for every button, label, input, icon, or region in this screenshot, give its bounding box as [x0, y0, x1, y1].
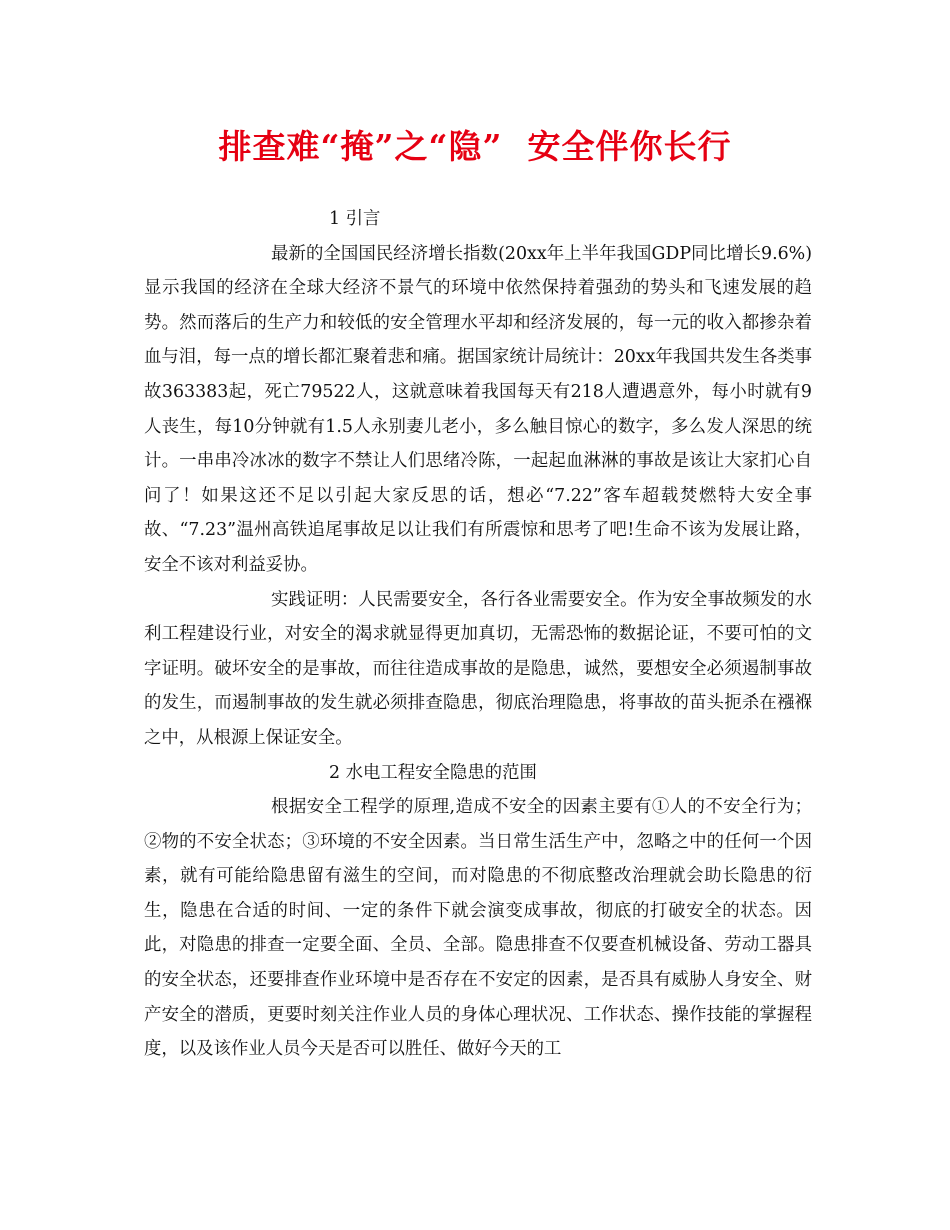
section-heading-introduction: 1 引言	[329, 209, 381, 229]
section-heading-hazard-scope: 2 水电工程安全隐患的范围	[329, 762, 537, 783]
document-body	[144, 202, 812, 1067]
paragraph: 根据安全工程学的原理,造成不安全的因素主要有①人的不安全行为；②物的不安全状态；③环境的不安全因素。当日常生活生产中，忽略之中的任何一个因素，就有可能给隐患留有滋生的空间，而对隐患的不彻底整改治理就会助长隐患的衍生，隐患在合适的时间、一定的条件下就会演变成事故，彻底的打破安全的状态。因此，对隐患的排查一定要全面、全员、全部。隐患排查不仅要查机械设备、劳动工器具的安全状态，还要排查作业环境中是否存在不安定的因素，是否具有威胁人身安全、财产安全的潜质，更要时刻关注作业人员的身体心理状况、工作状态、操作技能的掌握程度，以及该作业人员今天是否可以胜任、做好今天的工	[144, 797, 812, 1060]
paragraph: 实践证明：人民需要安全，各行各业需要安全。作为安全事故频发的水利工程建设行业，对安全的渴求就显得更加真切，无需恐怖的数据论证，不要可怕的文字证明。破坏安全的是事故，而往往造成事故的是隐患，诚然，要想安全必须遏制事故的发生，而遏制事故的发生就必须排查隐患，彻底治理隐患，将事故的苗头扼杀在襁褓之中，从根源上保证安全。	[144, 589, 812, 748]
document-title: 排查难“掩”之“隐” 安全伴你长行	[218, 127, 732, 166]
paragraph: 最新的全国国民经济增长指数(20xx年上半年我国GDP同比增长9.6%)显示我国的经济在全球大经济不景气的环境中依然保持着强劲的势头和飞速发展的趋势。然而落后的生产力和较低的安全管理水平却和经济发展的，每一元的收入都掺杂着血与泪，每一点的增长都汇聚着悲和痛。据国家统计局统计：20xx年我国共发生各类事故363383起，死亡79522人，这就意味着我国每天有218人遭遇意外，每小时就有9人丧生，每10分钟就有1.5人永别妻儿老小，多么触目惊心的数字，多么发人深思的统计。一串串冷冰冰的数字不禁让人们思绪冷陈，一起起血淋淋的事故是该让大家扪心自问了！如果这还不足以引起大家反思的话，想必“7.22”客车超载焚燃特大安全事故、“7.23”温州高铁追尾事故足以让我们有所震惊和思考了吧!生命不该为发展让路，安全不该对利益妥协。	[144, 243, 812, 575]
